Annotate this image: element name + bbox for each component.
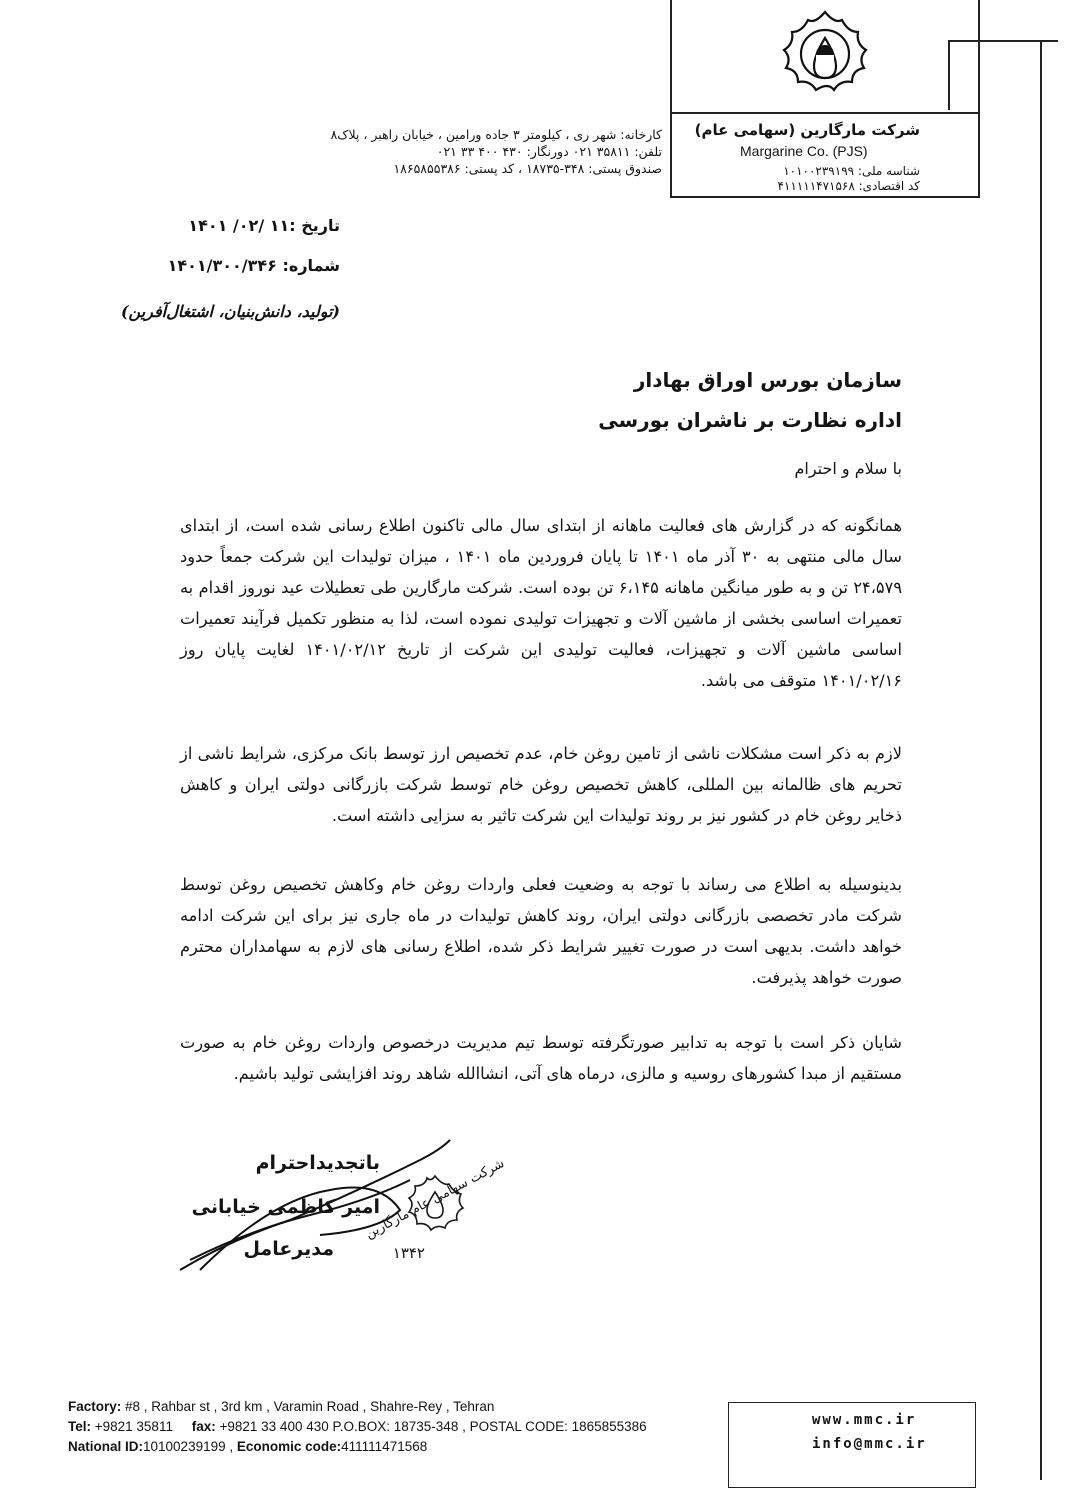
company-ids (777, 164, 920, 194)
footer-nid-text: 10100239199 , (143, 1439, 237, 1454)
corner-mark-line (948, 40, 1058, 42)
body-paragraph-4: شایان ذکر است با توجه به تدابیر صورتگرفته توسط تیم مدیریت درخصوص واردات روغن خام به صورت مستقیم از مبدا کشورهای روسیه و مالزی، درماه های آتی، انشاالله شاهد روند افزایشی تولید باشیم. (180, 1033, 902, 1083)
letter-number: شماره: ۱۴۰۱/۳۰۰/۳۴۶ (167, 256, 340, 275)
footer-fax-text: +9821 33 400 430 P.O.BOX: 18735-348 , POSTAL CODE: 1865855386 (215, 1419, 647, 1434)
header-frame-right-line (978, 0, 980, 196)
footer-website-link[interactable]: www.mmc.ir (812, 1412, 917, 1428)
footer-eco-text: 411111471568 (341, 1439, 428, 1454)
footer-eco-label: Economic code: (236, 1439, 342, 1454)
company-name-en: Margarine Co. (PJS) (740, 143, 868, 159)
stamp-text: شرکت سهامی عام مارگارین (363, 1156, 508, 1243)
header-frame-bottom-line (670, 196, 980, 198)
footer-contact (68, 1419, 647, 1434)
corner-mark-line-v (948, 40, 950, 110)
body-paragraph-2: لازم به ذکر است مشکلات ناشی از تامین روغن خام، عدم تخصیص ارز توسط بانک مرکزی، شرایط ناشی از تحریم های ظالمانه بین المللی، کاهش تخصیص روغن خام توسط شرکت بازرگانی دولتی ایران و کاهش ذخایر روغن خام در کشور نیز بر روند تولیدات این شرکت تاثیر به سزایی داشته است. (180, 744, 902, 825)
economic-code-fa: کد اقتصادی: ۴۱۱۱۱۱۴۷۱۵۶۸ (777, 179, 920, 193)
body-paragraph-1: همانگونه که در گزارش های فعالیت ماهانه از ابتدای سال مالی تاکنون اطلاع رسانی شده است، از ابتدای سال مالی منتهی به ۳۰ آذر ماه ۱۴۰۱ تا پایان فروردین ماه ۱۴۰۱ ، میزان تولیدات این شرکت جمعاً حدود ۲۴،۵۷۹ تن و به طور میانگین ماهانه ۶،۱۴۵ تن بوده است. شرکت مارگارین طی تعطیلات عید نوروز اقدام به تعمیرات اساسی بخشی از ماشین آلات و تجهیزات تولیدی نموده است، لذا به منظور تکمیل فرآیند تعمیرات اساسی ماشین آلات و تجهیزات، فعالیت تولیدی این شرکت از تاریخ ۱۴۰۱/۰۲/۱۲ لغایت پایان روز ۱۴۰۱/۰۲/۱۶ متوقف می باشد. (180, 516, 903, 690)
address-line-postal: صندوق پستی: ۳۴۸-۱۸۷۳۵ ، کد پستی: ۱۸۶۵۸۵۵۳۸۶ (393, 161, 662, 176)
signature-closing: باتجدیداحترام (255, 1152, 380, 1174)
page-border-right-line (1040, 40, 1042, 1480)
signature-name: امیر کاظمی خیابانی (191, 1196, 380, 1218)
company-logo-icon (770, 2, 880, 112)
address-line-factory: کارخانه: شهر ری ، کیلومتر ۳ جاده ورامین ، خیابان راهبر ، پلاک۸ (330, 127, 662, 142)
slogan: (تولید، دانش‌بنیان، اشتغال‌آفرین) (120, 302, 340, 321)
recipient-line1: سازمان بورس اوراق بهادار (633, 368, 902, 392)
footer-email-link[interactable]: info@mmc.ir (812, 1436, 927, 1452)
footer-tel-text: +9821 35811 (91, 1419, 173, 1434)
address-block (262, 126, 662, 177)
footer-nid-label: National ID: (68, 1439, 144, 1454)
company-name-fa: شرکت مارگارین (سهامی عام) (694, 121, 920, 139)
letter-date: تاریخ :۱۱ /۰۲/ ۱۴۰۱ (188, 216, 340, 235)
footer-tel-label: Tel: (68, 1419, 91, 1434)
signature-title: مدیرعامل (243, 1238, 334, 1260)
footer-factory-text: #8 , Rahbar st , 3rd km , Varamin Road , Shahre-Rey , Tehran (121, 1399, 495, 1414)
footer-ids (68, 1439, 427, 1454)
greeting: با سلام و احترام (794, 459, 902, 478)
footer-factory (68, 1399, 494, 1414)
header-frame-top-line (670, 112, 980, 114)
footer-fax-label: fax: (191, 1419, 216, 1434)
address-line-phone: تلفن: ۳۵۸۱۱ ۰۲۱ دورنگار: ۴۳۰ ۴۰۰ ۳۳ ۰۲۱ (436, 144, 662, 159)
national-id-fa: شناسه ملی: ۱۰۱۰۰۲۳۹۱۹۹ (783, 164, 920, 178)
recipient-line2: اداره نظارت بر ناشران بورسی (598, 408, 902, 432)
footer-factory-label: Factory: (68, 1399, 122, 1414)
header-frame-left-line (670, 0, 672, 196)
stamp-year: ۱۳۴۲ (392, 1244, 425, 1262)
body-paragraph-3: بدینوسیله به اطلاع می رساند با توجه به وضعیت فعلی واردات روغن خام وکاهش تخصیص روغن توسط شرکت مادر تخصصی بازرگانی دولتی ایران، روند کاهش تولیدات در ماه جاری نیز برای این شرکت ادامه خواهد داشت. بدیهی است در صورت تغییر شرایط ذکر شده، اطلاع رسانی های لازم به سهامداران محترم صورت خواهد پذیرفت. (180, 875, 902, 987)
